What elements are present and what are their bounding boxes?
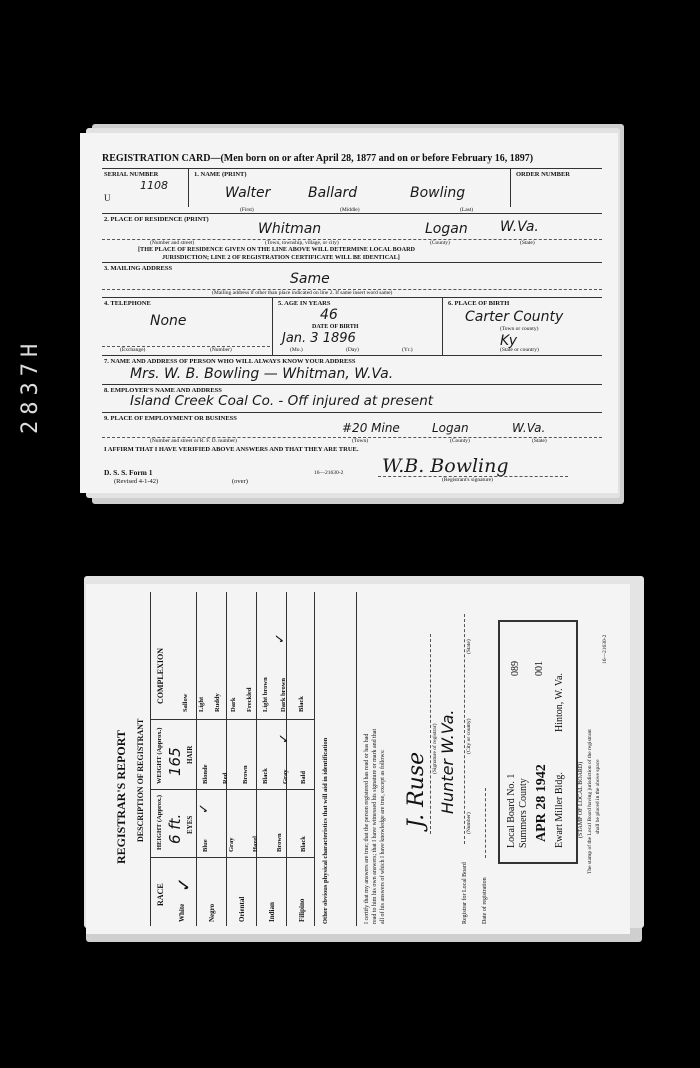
race-white: White xyxy=(178,903,186,922)
complexion-dark: Dark xyxy=(230,697,237,712)
first-caption: (First) xyxy=(240,207,254,213)
stamp-building: Ewart Miller Bldg. xyxy=(554,772,565,848)
employer-rule xyxy=(102,412,602,413)
state-caption: (State) xyxy=(466,639,472,654)
title-rule xyxy=(102,168,602,169)
stamp-county: Summers County xyxy=(518,778,529,848)
employment-street-caption: (Number and street or R. F. D. number) xyxy=(150,438,237,444)
hair-blonde: Blonde xyxy=(202,764,209,784)
complexion-sallow: Sallow xyxy=(182,693,189,712)
order-number-label: ORDER NUMBER xyxy=(516,171,570,178)
hair-gray: Gray xyxy=(282,769,289,784)
height-value: 6 ft. xyxy=(166,813,184,844)
birthplace-county-caption: (Town or county) xyxy=(500,326,539,332)
over-note: (over) xyxy=(232,478,248,485)
report-top-rule xyxy=(150,592,151,926)
card-title: REGISTRATION CARD—(Men born on or after April 28, 1877 and on or before February 16, 1897) xyxy=(102,153,534,164)
race-oriental: Oriental xyxy=(238,896,246,922)
name-middle: Ballard xyxy=(308,185,358,201)
weight-col xyxy=(150,719,314,720)
race-row-1 xyxy=(196,592,197,926)
race-indian: Indian xyxy=(268,902,276,922)
serial-number-label: SERIAL NUMBER xyxy=(104,171,159,178)
complexion-light: Light xyxy=(198,696,205,712)
weight-value: 165 xyxy=(166,747,184,776)
race-white-check: ✓ xyxy=(174,876,194,892)
complexion-dark-brown: Dark brown xyxy=(280,677,287,712)
mailing-caption: (Mailing address if other than place indicated on line 2. If same insert word same) xyxy=(212,290,393,296)
complexion-light-brown: Light brown xyxy=(262,677,269,712)
complexion-ruddy: Ruddy xyxy=(214,693,221,712)
other-rule xyxy=(356,592,357,926)
serial-prefix: U xyxy=(104,193,111,203)
stamp-code-2: 001 xyxy=(534,661,545,676)
other-characteristics: Other obvious physical characteristics that will aid in identification xyxy=(322,737,329,924)
age-divider xyxy=(442,297,443,355)
hair-gray-check: ✓ xyxy=(276,733,291,744)
height-label: HEIGHT (Approx.) xyxy=(156,794,163,850)
complexion-black: Black xyxy=(298,696,305,712)
hair-red: Red xyxy=(222,772,229,784)
registration-card-front xyxy=(80,133,618,493)
mailing-rule xyxy=(102,297,602,298)
stamp-date: APR 28 1942 xyxy=(534,764,549,842)
complexion-label: COMPLEXION xyxy=(156,648,165,704)
residence-state-caption: (State) xyxy=(520,240,535,246)
stamp-code-1: 089 xyxy=(510,661,521,676)
middle-caption: (Middle) xyxy=(340,207,360,213)
weight-label: WEIGHT (Approx.) xyxy=(156,727,163,784)
telephone-label: 4. TELEPHONE xyxy=(104,300,151,307)
residence-county-caption: (County) xyxy=(430,240,450,246)
employment-county: Logan xyxy=(432,421,469,435)
mailing-value: Same xyxy=(290,271,330,287)
certify-line-2: read to him his own answers; that I have witnessed his signature or mark and that xyxy=(372,728,378,924)
race-negro: Negro xyxy=(208,903,216,922)
contact-value: Mrs. W. B. Bowling — Whitman, W.Va. xyxy=(130,366,394,382)
eye-gray: Gray xyxy=(228,837,235,852)
race-row-5 xyxy=(314,592,315,926)
complexion-freckled: Freckled xyxy=(246,687,253,712)
contact-label: 7. NAME AND ADDRESS OF PERSON WHO WILL ALWAYS KNOW YOUR ADDRESS xyxy=(104,358,356,365)
birthplace-state: Ky xyxy=(500,333,518,349)
age-value: 46 xyxy=(320,307,338,323)
residence-state: W.Va. xyxy=(500,219,539,235)
form-id: D. S. S. Form 1 xyxy=(104,468,153,477)
employer-label: 8. EMPLOYER'S NAME AND ADDRESS xyxy=(104,387,222,394)
registrant-signature: W.B. Bowling xyxy=(382,455,509,477)
certify-line-1: I certify that my answers are true; that the person registered has read or has had xyxy=(364,733,370,924)
dob-mo-caption: (Mo.) xyxy=(290,347,303,353)
date-line xyxy=(485,788,486,858)
employment-state-caption: (State) xyxy=(532,438,547,444)
registrar-address: Hunter W.Va. xyxy=(438,709,457,814)
registrar-for-line xyxy=(464,614,465,844)
contact-rule xyxy=(102,384,602,385)
eye-brown: Brown xyxy=(276,833,283,852)
registrar-signature: J. Ruse xyxy=(404,751,429,828)
hair-label: HAIR xyxy=(186,745,194,764)
eye-hazel: Hazel xyxy=(252,836,259,852)
report-title: REGISTRAR'S REPORT xyxy=(114,730,128,864)
affirm-statement: I AFFIRM THAT I HAVE VERIFIED ABOVE ANSWERS AND THAT THEY ARE TRUE. xyxy=(104,446,359,453)
dob-yr-caption: (Yr.) xyxy=(402,347,413,353)
order-divider xyxy=(510,169,511,207)
employment-state: W.Va. xyxy=(512,421,546,435)
local-board-stamp xyxy=(498,620,578,864)
exchange-caption: (Exchange) xyxy=(120,347,146,353)
city-caption: (City or county) xyxy=(466,718,472,754)
name-first: Walter xyxy=(225,185,271,201)
telephone-value: None xyxy=(150,313,187,329)
residence-town: Whitman xyxy=(258,221,322,237)
residence-rule xyxy=(102,262,602,263)
residence-note-2: JURISDICTION; LINE 2 OF REGISTRATION CERTIFICATE WILL BE IDENTICAL] xyxy=(162,254,400,261)
registrars-report xyxy=(86,584,630,934)
race-label: RACE xyxy=(156,883,165,906)
hair-brown: Brown xyxy=(242,765,249,784)
registrar-sig-caption: (Signature of registrar) xyxy=(432,723,438,774)
birthplace-county: Carter County xyxy=(465,309,564,325)
eyes-label: EYES xyxy=(186,815,194,834)
date-of-registration: Date of registration xyxy=(482,877,488,924)
employer-value: Island Creek Coal Co. - Off injured at present xyxy=(130,393,434,409)
front-print-code: 16—21630-2 xyxy=(314,470,344,476)
signature-caption: (Registrant's signature) xyxy=(442,477,493,483)
serial-divider xyxy=(188,169,189,207)
number-caption: (Number) xyxy=(210,347,232,353)
name-rule xyxy=(102,213,602,214)
eye-blue-check: ✓ xyxy=(196,803,211,814)
residence-label: 2. PLACE OF RESIDENCE (PRINT) xyxy=(104,216,209,223)
stamp-city: Hinton, W. Va. xyxy=(554,673,565,732)
mailing-label: 3. MAILING ADDRESS xyxy=(104,265,173,272)
name-label: 1. NAME (PRINT) xyxy=(194,171,247,178)
stamp-note-3: shall be placed in the above space xyxy=(595,759,601,834)
employment-mine: #20 Mine xyxy=(342,421,400,435)
employment-town-caption: (Town) xyxy=(352,438,369,444)
residence-town-caption: (Town, township, village, or city) xyxy=(265,240,339,246)
birthplace-label: 6. PLACE OF BIRTH xyxy=(448,300,510,307)
telephone-divider xyxy=(272,297,273,355)
number-caption: (Number) xyxy=(466,812,472,834)
registration-card-back xyxy=(86,584,630,934)
telephone-rule xyxy=(102,355,602,356)
registrar-sig-line xyxy=(430,634,431,834)
hair-bald: Bald xyxy=(300,770,307,784)
eye-black: Black xyxy=(300,836,307,852)
residence-note-1: [THE PLACE OF RESIDENCE GIVEN ON THE LINE ABOVE WILL DETERMINE LOCAL BOARD xyxy=(138,246,416,253)
stamp-board-number: Local Board No. 1 xyxy=(506,773,517,848)
residence-street-caption: (Number and street) xyxy=(150,240,195,246)
stamp-board-note: (STAMP OF LOCAL BOARD) xyxy=(578,761,584,838)
eye-blue: Blue xyxy=(202,839,209,852)
race-filipino: Filipino xyxy=(298,898,306,922)
stamp-note-2: The stamp of the Local Board having jurisdiction of the registrant xyxy=(587,729,593,874)
residence-county: Logan xyxy=(425,221,468,237)
age-label: 5. AGE IN YEARS xyxy=(278,300,331,307)
height-col xyxy=(150,789,314,790)
certify-line-3: all of his answers of which I have knowledge are true, except as follows: xyxy=(380,749,386,924)
dob-label: DATE OF BIRTH xyxy=(312,324,359,330)
serial-number-value: 1108 xyxy=(140,179,168,192)
report-subtitle: DESCRIPTION OF REGISTRANT xyxy=(136,718,145,842)
race-row-3 xyxy=(256,592,257,926)
birthplace-state-caption: (State or country) xyxy=(500,347,539,353)
hair-black: Black xyxy=(262,768,269,784)
race-col xyxy=(150,857,314,858)
form-revised: (Revised 4-1-42) xyxy=(114,478,159,485)
race-row-2 xyxy=(226,592,227,926)
last-caption: (Last) xyxy=(460,207,474,213)
employment-label: 9. PLACE OF EMPLOYMENT OR BUSINESS xyxy=(104,415,237,422)
registrar-for: Registrar for Local Board xyxy=(462,862,468,924)
microfilm-frame-number xyxy=(14,310,43,440)
complexion-check: ✓ xyxy=(272,633,287,644)
film-number-text: 2837H xyxy=(18,337,43,434)
dob-day-caption: (Day) xyxy=(346,347,359,353)
name-last: Bowling xyxy=(410,185,466,201)
employment-county-caption: (County) xyxy=(450,438,470,444)
dob-value: Jan. 3 1896 xyxy=(282,331,356,346)
back-print-code: 16—21630-2 xyxy=(602,634,608,664)
